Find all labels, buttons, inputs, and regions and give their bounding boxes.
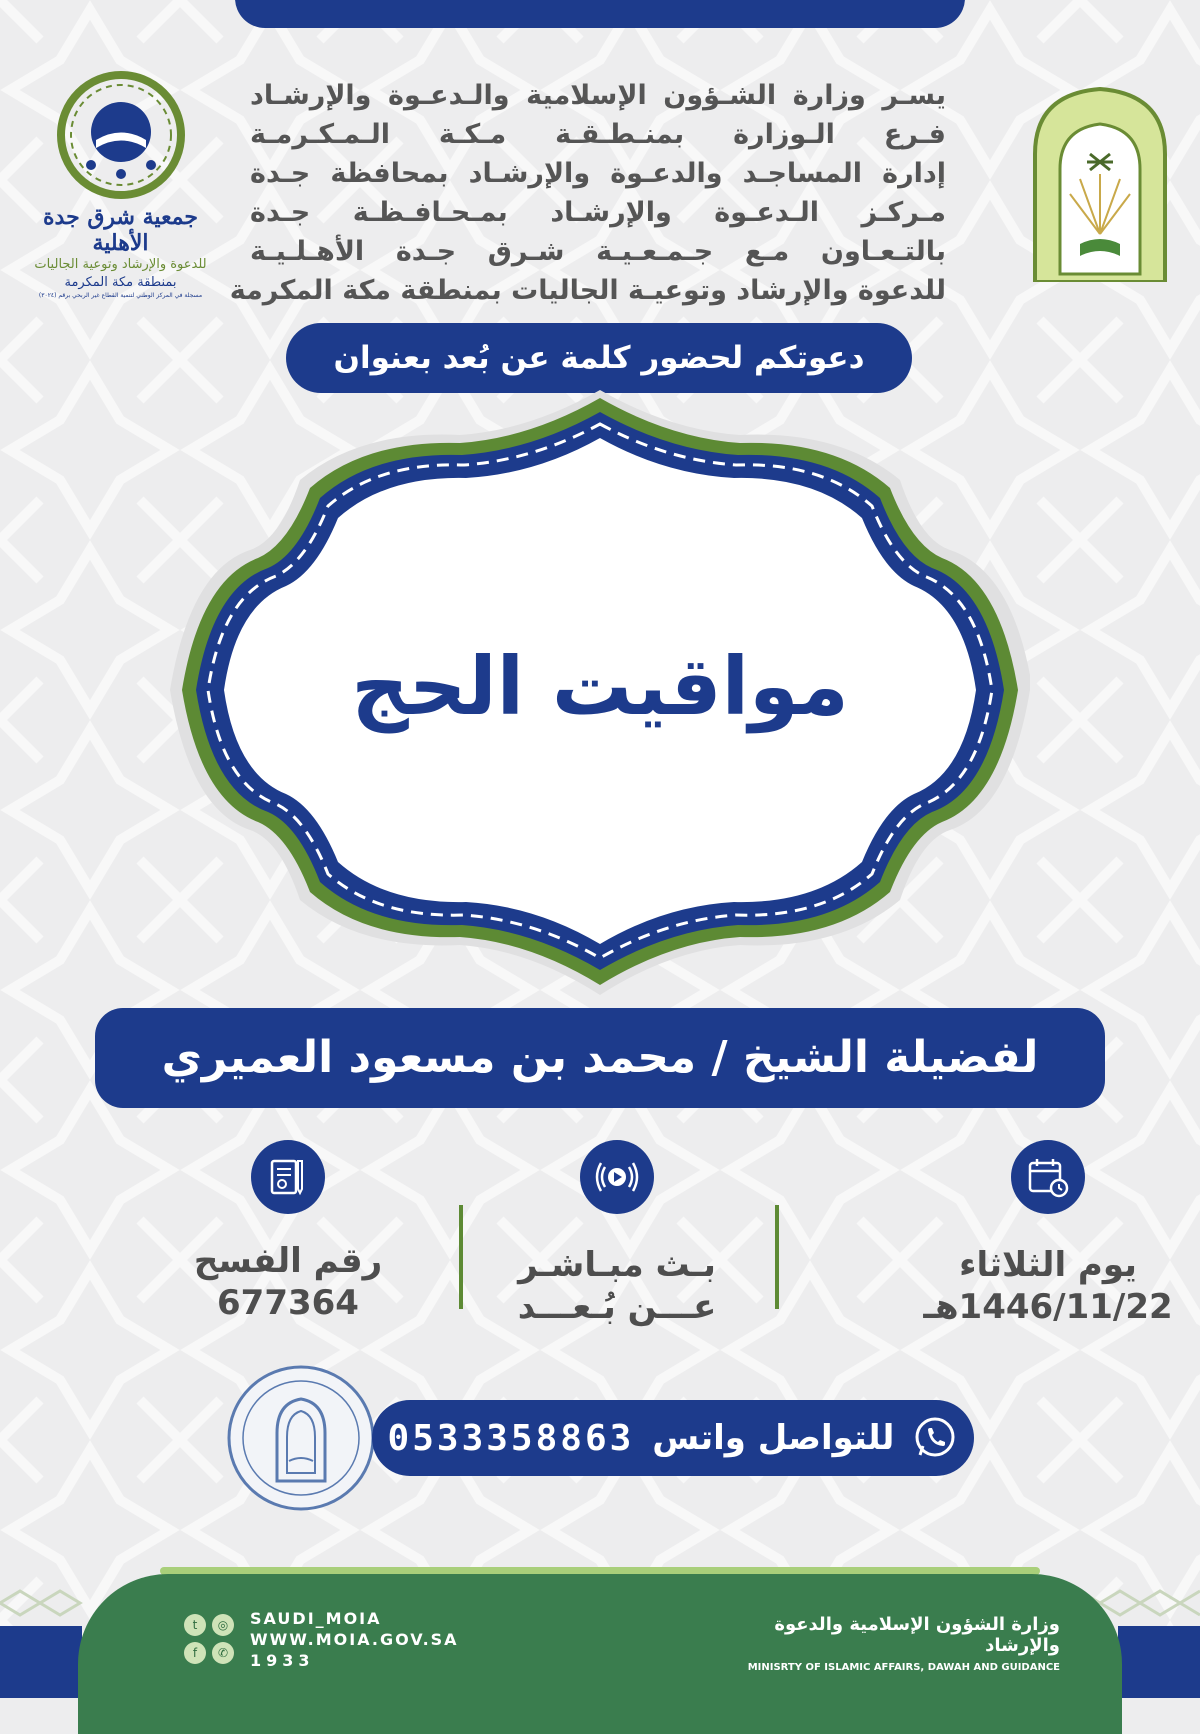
ministry-name-en: MINISRTY OF ISLAMIC AFFAIRS, DAWAH AND GUIDANCE bbox=[747, 1662, 1060, 1673]
association-logo bbox=[18, 70, 223, 300]
social-handle[interactable]: SAUDI_MOIA bbox=[250, 1609, 382, 1628]
footer-side-block bbox=[1118, 1626, 1200, 1698]
header-line: يسـر وزارة الشـؤون الإسلامية والـدعـوة والإرشـاد bbox=[250, 80, 946, 111]
whatsapp-contact[interactable] bbox=[372, 1400, 974, 1476]
permit-label: رقم الفسح bbox=[193, 1241, 383, 1281]
facebook-icon[interactable]: f bbox=[184, 1642, 206, 1664]
header-text bbox=[229, 76, 946, 310]
footer-contacts bbox=[250, 1608, 459, 1671]
phone-number[interactable]: 1933 bbox=[250, 1651, 315, 1670]
broadcast-info bbox=[487, 1140, 747, 1328]
ministry-emblem bbox=[1025, 84, 1175, 282]
ministry-name-ar: وزارة الشؤون الإسلامية والدعوة والإرشاد bbox=[774, 1614, 1060, 1656]
instagram-icon[interactable]: ◎ bbox=[212, 1614, 234, 1636]
header-line: بالتـعـاون مـع جـمـعـيـة شـرق جـدة الأهـلـيـة bbox=[250, 236, 946, 267]
whatsapp-icon bbox=[912, 1415, 958, 1461]
divider bbox=[775, 1205, 779, 1309]
date-label: 1446/11/22هـ bbox=[923, 1287, 1173, 1327]
speaker-name: لفضيلة الشيخ / محمد بن مسعود العميري bbox=[95, 1008, 1105, 1108]
contact-label: للتواصل واتس bbox=[652, 1418, 895, 1458]
header-line: فـرع الـوزارة بمنـطـقـة مـكـة الـمـكـرمـة bbox=[250, 119, 946, 150]
center-stamp bbox=[225, 1363, 377, 1513]
twitter-icon[interactable]: t bbox=[184, 1614, 206, 1636]
footer-side-block bbox=[0, 1626, 82, 1698]
lecture-title: مواقيت الحج bbox=[351, 640, 849, 733]
day-label: يوم الثلاثاء bbox=[959, 1245, 1137, 1285]
invite-label: دعوتكم لحضور كلمة عن بُعد بعنوان bbox=[286, 323, 912, 393]
association-region: بمنطقة مكة المكرمة bbox=[64, 275, 177, 290]
association-registration: مسجلة في المركز الوطني لتنمية القطاع غير الربحي برقم (٣٠٢٤) bbox=[38, 292, 203, 299]
social-icons bbox=[184, 1614, 234, 1664]
footer-ministry bbox=[700, 1614, 1060, 1673]
header-line: مـركـز الـدعـوة والإرشـاد بمـحـافـظـة جـدة bbox=[250, 197, 946, 228]
association-subtitle: للدعوة والإرشاد وتوعية الجاليات bbox=[34, 257, 207, 272]
checklist-icon bbox=[251, 1140, 325, 1214]
live-label: بـث مبـاشـر bbox=[518, 1245, 716, 1285]
divider bbox=[459, 1205, 463, 1309]
permit-info bbox=[158, 1140, 418, 1324]
association-name: جمعية شرق جدة الأهلية bbox=[43, 204, 198, 256]
live-broadcast-icon bbox=[580, 1140, 654, 1214]
calendar-clock-icon bbox=[1011, 1140, 1085, 1214]
top-tab bbox=[235, 0, 965, 28]
globe-book-icon bbox=[56, 70, 186, 200]
permit-number: 677364 bbox=[217, 1283, 359, 1323]
contact-number[interactable]: 0533358863 bbox=[387, 1417, 635, 1459]
date-info bbox=[918, 1140, 1178, 1328]
header-line: للدعوة والإرشاد وتوعيـة الجاليات بمنطقة مكة المكرمة bbox=[229, 275, 946, 306]
remote-label: عـــن بُـعـــد bbox=[517, 1287, 717, 1327]
phone-icon[interactable]: ✆ bbox=[212, 1642, 234, 1664]
header-line: إدارة المساجـد والدعـوة والإرشـاد بمحافظة جـدة bbox=[250, 158, 946, 189]
website-link[interactable]: WWW.MOIA.GOV.SA bbox=[250, 1630, 459, 1649]
